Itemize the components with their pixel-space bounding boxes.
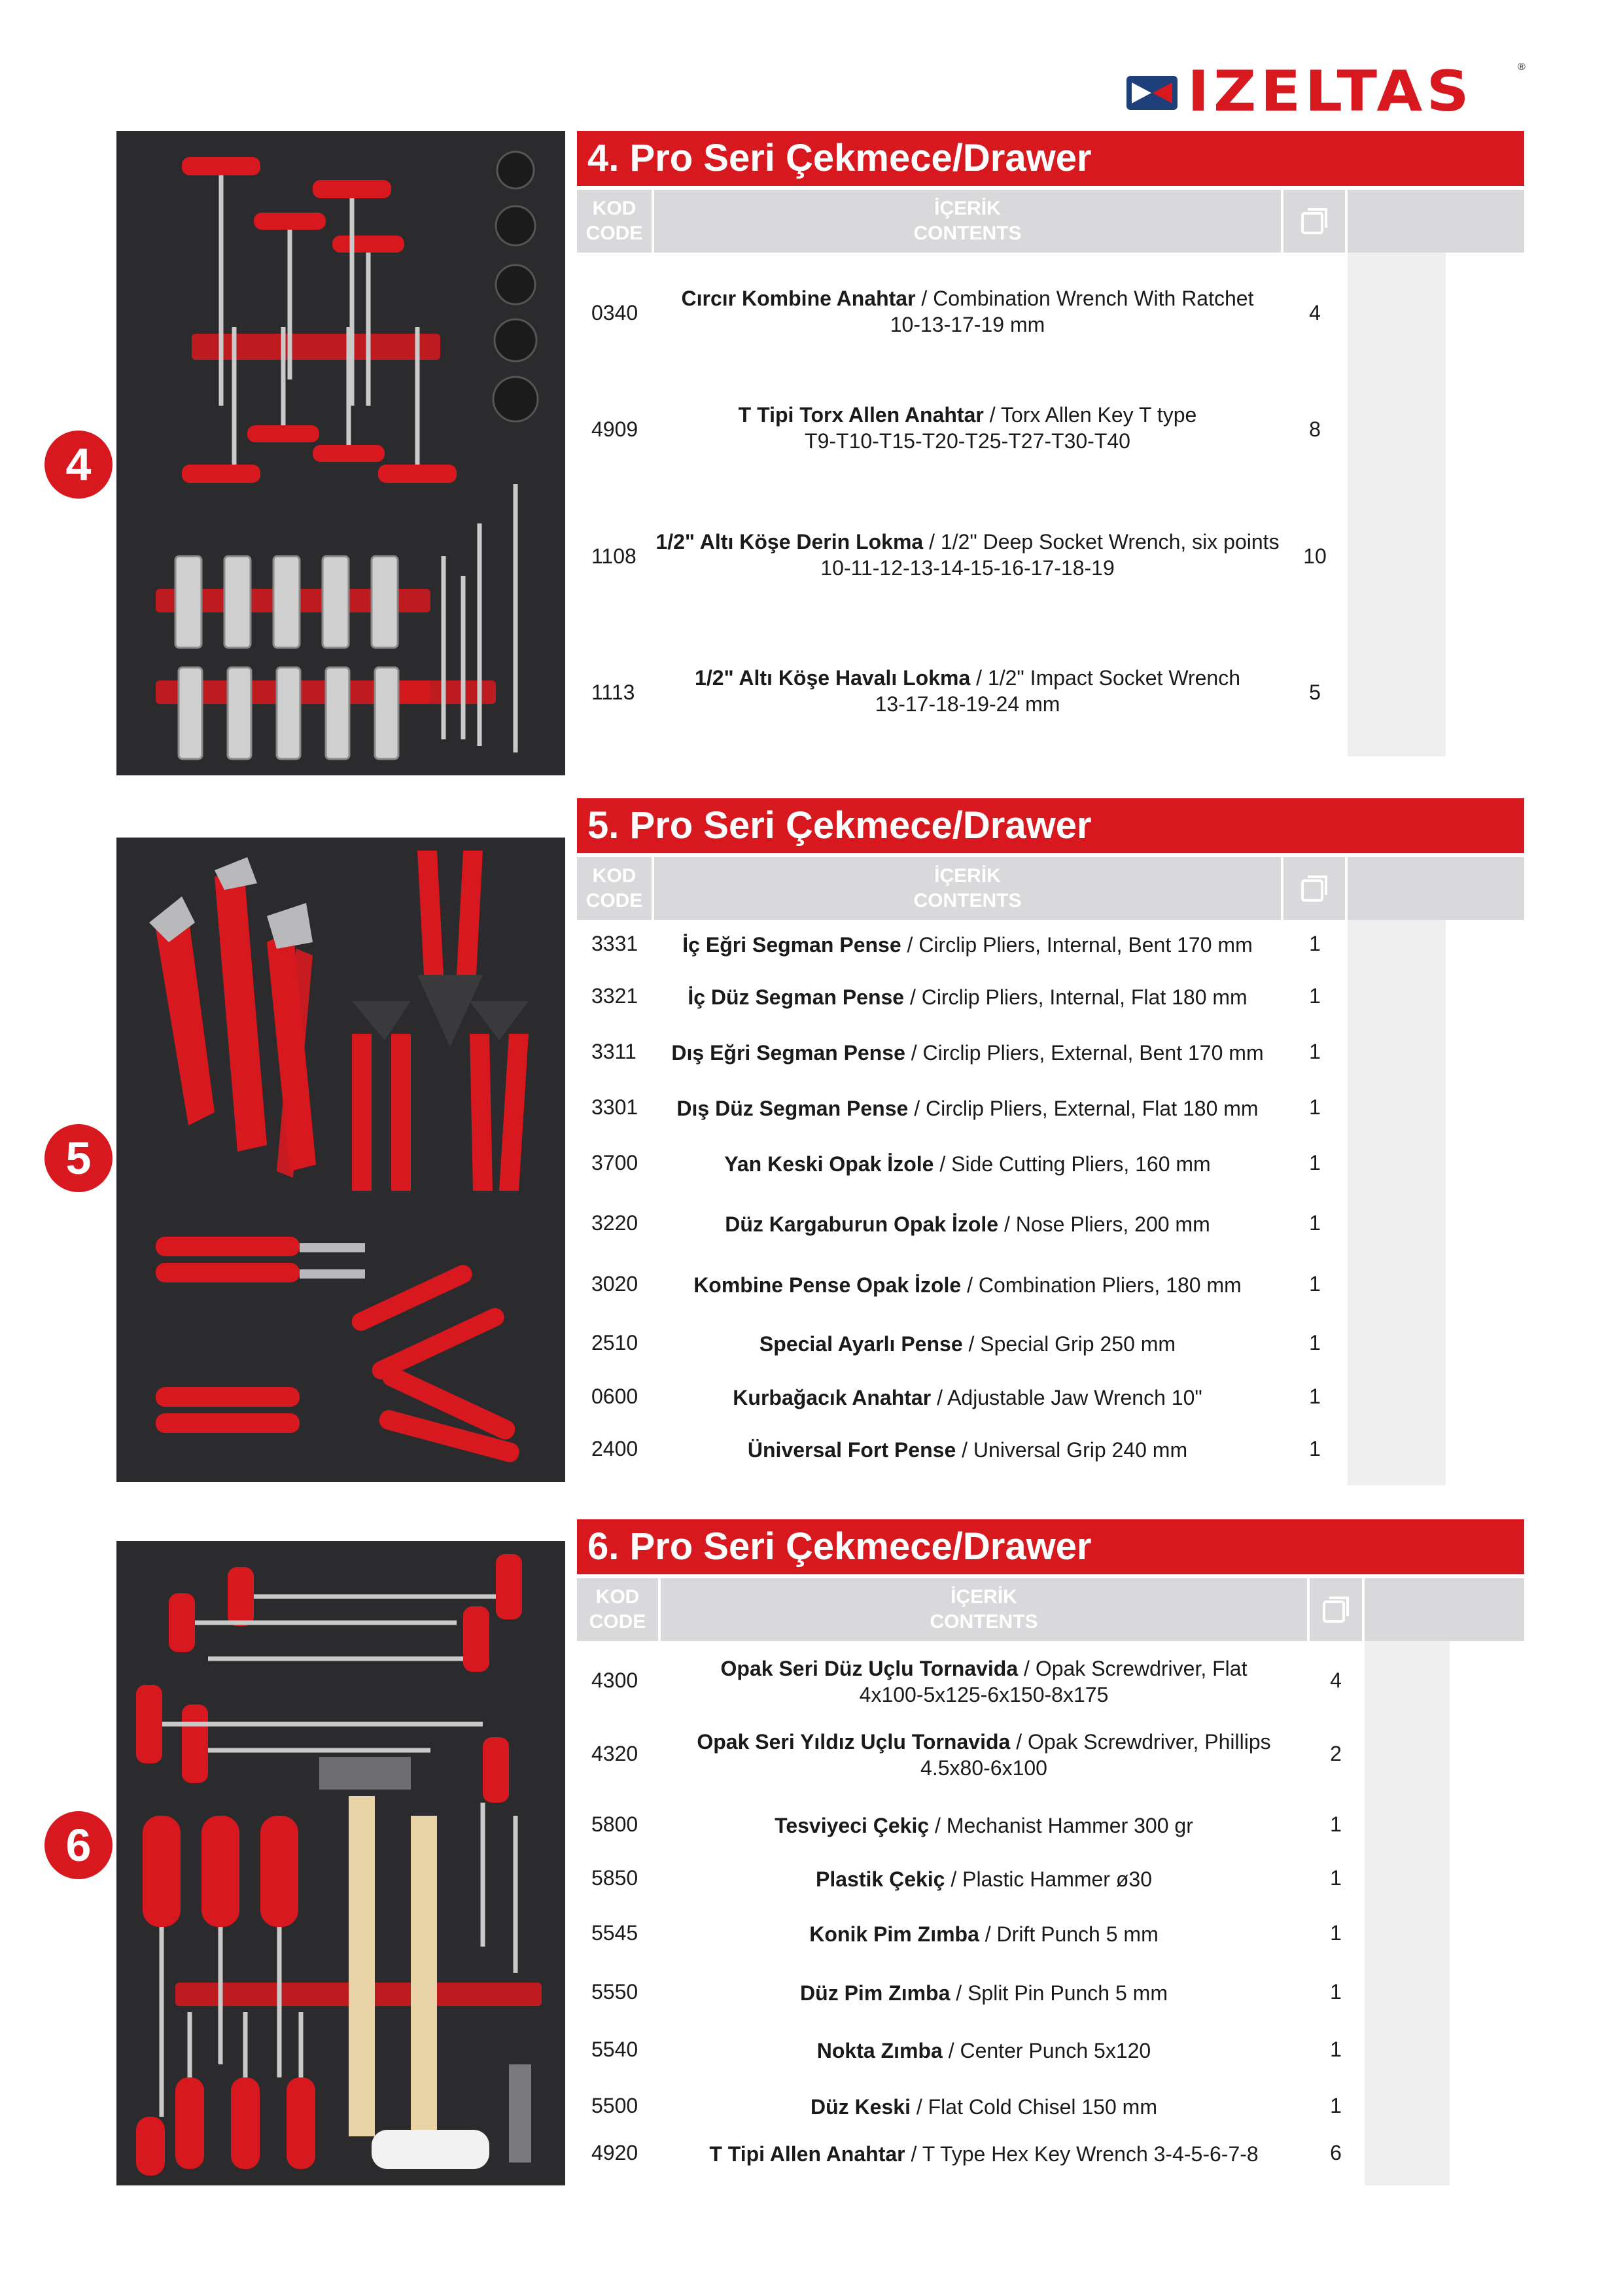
item-qty: 1 xyxy=(1330,1921,1342,1945)
section-5-sidecol xyxy=(1348,920,1446,1485)
item-description: Opak Seri Düz Uçlu Tornavida / Opak Screwdriver, Flat 4x100-5x125-6x150-8x175 xyxy=(720,1657,1248,1706)
item-code: 5545 xyxy=(591,1921,638,1945)
item-description: 1/2" Altı Köşe Havalı Lokma / 1/2" Impact Socket Wrench 13-17-18-19-24 mm xyxy=(695,666,1240,716)
item-qty: 1 xyxy=(1330,2094,1342,2117)
item-code: 5850 xyxy=(591,1866,638,1890)
item-qty: 1 xyxy=(1309,984,1321,1008)
contents-header: İÇERİK CONTENTS xyxy=(661,1578,1307,1641)
box-icon xyxy=(1300,207,1329,236)
registered-mark: ® xyxy=(1518,62,1526,73)
item-description: Kurbağacık Anahtar / Adjustable Jaw Wrench 10" xyxy=(733,1386,1202,1409)
item-description: İç Düz Segman Pense / Circlip Pliers, Internal, Flat 180 mm xyxy=(688,985,1248,1009)
item-qty: 1 xyxy=(1330,2038,1342,2061)
brand-logo xyxy=(1125,59,1531,124)
item-description: Yan Keski Opak İzole / Side Cutting Pliers, 160 mm xyxy=(724,1152,1211,1176)
qty-header xyxy=(1310,1578,1362,1641)
item-qty: 1 xyxy=(1309,1211,1321,1235)
item-description: Düz Pim Zımba / Split Pin Punch 5 mm xyxy=(800,1981,1168,2005)
section-6-sidecol xyxy=(1365,1641,1450,2185)
item-description: T Tipi Allen Anahtar / T Type Hex Key Wrench 3-4-5-6-7-8 xyxy=(709,2142,1259,2166)
item-qty: 4 xyxy=(1309,301,1321,325)
item-qty: 1 xyxy=(1330,1866,1342,1890)
item-code: 2400 xyxy=(591,1437,638,1460)
item-qty: 1 xyxy=(1330,1980,1342,2004)
item-code: 5500 xyxy=(591,2094,638,2117)
section-4-sidecol xyxy=(1348,253,1446,756)
drawer-6-photo xyxy=(116,1541,565,2185)
section-5-title: 5. Pro Seri Çekmece/Drawer xyxy=(577,798,1524,853)
item-description: Kombine Pense Opak İzole / Combination Pliers, 180 mm xyxy=(693,1273,1242,1297)
extra-header xyxy=(1348,190,1524,253)
item-code: 3301 xyxy=(591,1095,638,1119)
item-qty: 1 xyxy=(1309,1151,1321,1174)
item-qty: 2 xyxy=(1330,1742,1342,1765)
section-4-title: 4. Pro Seri Çekmece/Drawer xyxy=(577,131,1524,186)
section-5-table-header xyxy=(577,857,1524,920)
section-4 xyxy=(577,131,1524,716)
item-code: 4300 xyxy=(591,1669,638,1692)
section-6 xyxy=(577,1519,1524,2166)
item-qty: 8 xyxy=(1309,417,1321,441)
item-qty: 1 xyxy=(1309,1095,1321,1119)
section-4-badge: 4 xyxy=(44,431,113,499)
item-code: 1113 xyxy=(591,680,635,704)
item-description: Cırcır Kombine Anahtar / Combination Wrench With Ratchet 10-13-17-19 mm xyxy=(681,287,1254,336)
drawer-4-photo xyxy=(116,131,565,775)
brand-emblem-icon xyxy=(1125,73,1179,113)
item-code: 3700 xyxy=(591,1151,638,1174)
item-qty: 1 xyxy=(1309,1040,1321,1063)
item-code: 5540 xyxy=(591,2038,638,2061)
code-header: KOD CODE xyxy=(577,857,652,920)
item-qty: 1 xyxy=(1309,1385,1321,1408)
drawer-5-photo xyxy=(116,838,565,1482)
item-code: 5800 xyxy=(591,1812,638,1836)
item-code: 2510 xyxy=(591,1331,638,1354)
item-code: 0600 xyxy=(591,1385,638,1408)
item-description: Nokta Zımba / Center Punch 5x120 xyxy=(816,2039,1151,2062)
item-code: 3331 xyxy=(591,932,638,955)
item-description: Special Ayarlı Pense / Special Grip 250 mm xyxy=(759,1332,1176,1356)
item-qty: 1 xyxy=(1309,1331,1321,1354)
item-qty: 1 xyxy=(1309,932,1321,955)
section-5-badge: 5 xyxy=(44,1124,113,1192)
item-description: Plastik Çekiç / Plastic Hammer ø30 xyxy=(816,1867,1152,1891)
extra-header xyxy=(1365,1578,1524,1641)
item-code: 4909 xyxy=(591,417,638,441)
qty-header xyxy=(1283,190,1345,253)
item-description: T Tipi Torx Allen Anahtar / Torx Allen Key T type T9-T10-T15-T20-T25-T27-T30-T40 xyxy=(738,403,1197,453)
item-description: Dış Eğri Segman Pense / Circlip Pliers, External, Bent 170 mm xyxy=(671,1041,1264,1065)
item-code: 4920 xyxy=(591,2141,638,2164)
item-description: Konik Pim Zımba / Drift Punch 5 mm xyxy=(809,1922,1159,1946)
brand-wordmark: IZELTAS xyxy=(1187,59,1473,124)
contents-header: İÇERİK CONTENTS xyxy=(654,190,1281,253)
item-qty: 5 xyxy=(1309,680,1321,704)
section-5 xyxy=(577,798,1524,1462)
extra-header xyxy=(1348,857,1524,920)
item-description: Üniversal Fort Pense / Universal Grip 240 mm xyxy=(747,1438,1188,1462)
section-4-table-header xyxy=(577,190,1524,253)
code-header: KOD CODE xyxy=(577,1578,658,1641)
item-qty: 1 xyxy=(1330,1812,1342,1836)
item-qty: 1 xyxy=(1309,1437,1321,1460)
item-code: 3220 xyxy=(591,1211,638,1235)
section-6-badge: 6 xyxy=(44,1811,113,1879)
item-description: Dış Düz Segman Pense / Circlip Pliers, External, Flat 180 mm xyxy=(676,1097,1259,1120)
item-qty: 10 xyxy=(1303,544,1327,568)
item-description: Opak Seri Yıldız Uçlu Tornavida / Opak Screwdriver, Phillips 4.5x80-6x100 xyxy=(697,1730,1271,1780)
section-6-title: 6. Pro Seri Çekmece/Drawer xyxy=(577,1519,1524,1574)
box-icon xyxy=(1321,1595,1350,1624)
item-description: Tesviyeci Çekiç / Mechanist Hammer 300 gr xyxy=(775,1814,1193,1837)
item-description: 1/2" Altı Köşe Derin Lokma / 1/2" Deep Socket Wrench, six points 10-11-12-13-14-15-16-17-18-19 xyxy=(655,530,1280,580)
item-code: 3020 xyxy=(591,1272,638,1296)
item-code: 4320 xyxy=(591,1742,638,1765)
item-code: 3311 xyxy=(591,1040,637,1063)
item-description: Düz Kargaburun Opak İzole / Nose Pliers, 200 mm xyxy=(725,1212,1210,1236)
qty-header xyxy=(1283,857,1345,920)
item-code: 0340 xyxy=(591,301,638,325)
code-header: KOD CODE xyxy=(577,190,652,253)
item-code: 5550 xyxy=(591,1980,638,2004)
item-qty: 1 xyxy=(1309,1272,1321,1296)
item-code: 1108 xyxy=(591,544,637,568)
item-qty: 4 xyxy=(1330,1669,1342,1692)
contents-header: İÇERİK CONTENTS xyxy=(654,857,1281,920)
item-qty: 6 xyxy=(1330,2141,1342,2164)
section-6-table-header xyxy=(577,1578,1524,1641)
box-icon xyxy=(1300,874,1329,903)
item-code: 3321 xyxy=(591,984,638,1008)
item-description: Düz Keski / Flat Cold Chisel 150 mm xyxy=(811,2095,1157,2119)
item-description: İç Eğri Segman Pense / Circlip Pliers, Internal, Bent 170 mm xyxy=(682,933,1253,957)
